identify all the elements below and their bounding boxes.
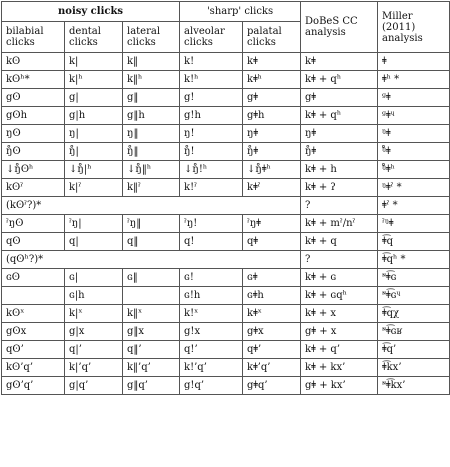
dental-cell: k|ˣ bbox=[65, 305, 123, 323]
miller-cell: ǂ͡q’ bbox=[378, 341, 450, 359]
miller-cell: ǂʰ * bbox=[378, 71, 450, 89]
alveolar-cell: q!’ bbox=[180, 341, 243, 359]
table-row bbox=[2, 305, 450, 323]
clicks-table bbox=[1, 1, 450, 395]
miller-cell: ᶰǂ͡ɢᶣ bbox=[378, 287, 450, 305]
bilabial-cell: gʘx bbox=[2, 323, 65, 341]
dobes-analysis-label: DoBeS CC analysis bbox=[305, 16, 358, 38]
palatal-cell: kǂ’q’ bbox=[243, 359, 301, 377]
palatal-cell: kǂ bbox=[243, 53, 301, 71]
palatal-cell: ↓ŋ̊ǂʰ bbox=[243, 161, 301, 179]
bilabial-cell: ɢʘ bbox=[2, 269, 65, 287]
bilabial-header bbox=[2, 22, 65, 53]
alveolar-cell: ŋ! bbox=[180, 125, 243, 143]
bilabial-cell bbox=[2, 287, 65, 305]
palatal-cell: ˀŋǂ bbox=[243, 215, 301, 233]
bilabial-cell: kʘˣ bbox=[2, 305, 65, 323]
alveolar-cell: g!h bbox=[180, 107, 243, 125]
table-row bbox=[2, 359, 450, 377]
alveolar-cell: k! bbox=[180, 53, 243, 71]
lateral-cell: ŋ‖ bbox=[123, 125, 180, 143]
alveolar-cell: ˀŋ! bbox=[180, 215, 243, 233]
dobes-cell: gǂ + kx’ bbox=[301, 377, 378, 395]
lateral-cell: k‖ˣ bbox=[123, 305, 180, 323]
palatal-label: palatal clicks bbox=[247, 26, 282, 48]
miller-cell: ǂˀ * bbox=[378, 197, 450, 215]
palatal-cell: qǂ’ bbox=[243, 341, 301, 359]
miller-cell: ᶰǂ͡ɢ bbox=[378, 269, 450, 287]
bilabial-cell: ŋ̊ʘ bbox=[2, 143, 65, 161]
lateral-cell: q‖ bbox=[123, 233, 180, 251]
miller-cell: ǂ͡q bbox=[378, 233, 450, 251]
table-row bbox=[2, 71, 450, 89]
dental-cell: g|x bbox=[65, 323, 123, 341]
palatal-cell: ɢǂh bbox=[243, 287, 301, 305]
lateral-cell: k‖ˀ bbox=[123, 179, 180, 197]
table-row bbox=[2, 125, 450, 143]
alveolar-cell: ↓ŋ̊!ʰ bbox=[180, 161, 243, 179]
dental-cell: q| bbox=[65, 233, 123, 251]
dental-cell: k|’q’ bbox=[65, 359, 123, 377]
dental-cell: ŋ̊| bbox=[65, 143, 123, 161]
dental-cell: k|ʰ bbox=[65, 71, 123, 89]
dental-cell: ɢ|h bbox=[65, 287, 123, 305]
dental-cell: g|q’ bbox=[65, 377, 123, 395]
lateral-cell: g‖ bbox=[123, 89, 180, 107]
palatal-cell: kǂˀ bbox=[243, 179, 301, 197]
dobes-cell: ? bbox=[301, 251, 378, 269]
palatal-cell: ŋǂ bbox=[243, 125, 301, 143]
alveolar-cell: ŋ̊! bbox=[180, 143, 243, 161]
bilabial-cell: ŋʘ bbox=[2, 125, 65, 143]
dental-cell: g| bbox=[65, 89, 123, 107]
bilabial-cell: ˀŋʘ bbox=[2, 215, 65, 233]
table-row bbox=[2, 161, 450, 179]
bilabial-cell: gʘ’q’ bbox=[2, 377, 65, 395]
lateral-cell: ŋ̊‖ bbox=[123, 143, 180, 161]
alveolar-cell: k!’q’ bbox=[180, 359, 243, 377]
alveolar-cell: g! bbox=[180, 89, 243, 107]
dobes-cell: kǂ + qʰ bbox=[301, 107, 378, 125]
palatal-header bbox=[243, 22, 301, 53]
alveolar-label: alveolar clicks bbox=[184, 26, 225, 48]
table-row bbox=[2, 269, 450, 287]
dobes-analysis-header bbox=[301, 2, 378, 53]
palatal-cell: kǂʰ bbox=[243, 71, 301, 89]
table-row bbox=[2, 233, 450, 251]
bilabial-label: bilabial clicks bbox=[6, 26, 44, 48]
alveolar-cell: ɢ!h bbox=[180, 287, 243, 305]
bilabial-cell: kʘˀ bbox=[2, 179, 65, 197]
table-row bbox=[2, 179, 450, 197]
table-row bbox=[2, 377, 450, 395]
dobes-cell: kǂ + ɢ bbox=[301, 269, 378, 287]
sharp-clicks-header: 'sharp' clicks bbox=[180, 2, 301, 22]
bilabial-cell: kʘ bbox=[2, 53, 65, 71]
miller-cell: ˀᵑǂ bbox=[378, 215, 450, 233]
dobes-cell: kǂ bbox=[301, 53, 378, 71]
table-row bbox=[2, 53, 450, 71]
alveolar-cell: q! bbox=[180, 233, 243, 251]
miller-cell: ᵑ̊ǂʰ bbox=[378, 161, 450, 179]
dobes-cell: kǂ + ʔ bbox=[301, 179, 378, 197]
dobes-cell: kǂ + ɢqʰ bbox=[301, 287, 378, 305]
lateral-cell: k‖’q’ bbox=[123, 359, 180, 377]
bilabial-cell: (qʘʰ?)* bbox=[2, 251, 301, 269]
bilabial-cell: gʘ bbox=[2, 89, 65, 107]
alveolar-cell: k!ʰ bbox=[180, 71, 243, 89]
miller-cell: ǂ͡qʰ * bbox=[378, 251, 450, 269]
table-row bbox=[2, 143, 450, 161]
miller-cell: ǂ͡qχ bbox=[378, 305, 450, 323]
dental-cell: ɢ| bbox=[65, 269, 123, 287]
dobes-cell: kǂ + x bbox=[301, 305, 378, 323]
lateral-cell: g‖x bbox=[123, 323, 180, 341]
alveolar-cell: k!ˀ bbox=[180, 179, 243, 197]
table-row bbox=[2, 107, 450, 125]
dobes-cell: kǂ + q’ bbox=[301, 341, 378, 359]
lateral-cell: k‖ʰ bbox=[123, 71, 180, 89]
alveolar-cell: ɢ! bbox=[180, 269, 243, 287]
table-row bbox=[2, 287, 450, 305]
dobes-cell: kǂ + mˀ/nˀ bbox=[301, 215, 378, 233]
bilabial-cell: qʘ’ bbox=[2, 341, 65, 359]
dental-cell: k|ˀ bbox=[65, 179, 123, 197]
dental-cell: ˀŋ| bbox=[65, 215, 123, 233]
dental-cell: ↓ŋ̊|ʰ bbox=[65, 161, 123, 179]
bilabial-cell: kʘʰ* bbox=[2, 71, 65, 89]
miller-cell: ᶰǂ͡kx’ bbox=[378, 377, 450, 395]
miller-cell: ᶰǂ͡ɢʁ bbox=[378, 323, 450, 341]
lateral-cell: g‖h bbox=[123, 107, 180, 125]
dental-label: dental clicks bbox=[69, 26, 101, 48]
dental-cell: q|’ bbox=[65, 341, 123, 359]
lateral-cell: ˀŋ‖ bbox=[123, 215, 180, 233]
dobes-cell: gǂ + x bbox=[301, 323, 378, 341]
lateral-cell: k‖ bbox=[123, 53, 180, 71]
dobes-cell: ŋǂ bbox=[301, 125, 378, 143]
lateral-cell: ↓ŋ̊‖ʰ bbox=[123, 161, 180, 179]
dobes-cell: kǂ + h bbox=[301, 161, 378, 179]
alveolar-cell: g!x bbox=[180, 323, 243, 341]
miller-cell: ᶢǂᶣ bbox=[378, 107, 450, 125]
palatal-cell: ɢǂ bbox=[243, 269, 301, 287]
lateral-cell: g‖q’ bbox=[123, 377, 180, 395]
palatal-cell: kǂˣ bbox=[243, 305, 301, 323]
dental-cell: k| bbox=[65, 53, 123, 71]
alveolar-cell: k!ˣ bbox=[180, 305, 243, 323]
table-row bbox=[2, 251, 450, 269]
dobes-cell: ŋ̊ǂ bbox=[301, 143, 378, 161]
lateral-cell bbox=[123, 287, 180, 305]
bilabial-cell: gʘh bbox=[2, 107, 65, 125]
dental-header bbox=[65, 22, 123, 53]
bilabial-cell: kʘ’q’ bbox=[2, 359, 65, 377]
lateral-cell: q‖’ bbox=[123, 341, 180, 359]
palatal-cell: gǂq’ bbox=[243, 377, 301, 395]
table-row bbox=[2, 323, 450, 341]
alveolar-cell: g!q’ bbox=[180, 377, 243, 395]
palatal-cell: gǂ bbox=[243, 89, 301, 107]
dobes-cell: kǂ + kx’ bbox=[301, 359, 378, 377]
table-row bbox=[2, 215, 450, 233]
miller-analysis-header bbox=[378, 2, 450, 53]
table-row bbox=[2, 341, 450, 359]
lateral-cell: ɢ‖ bbox=[123, 269, 180, 287]
dobes-cell: ? bbox=[301, 197, 378, 215]
palatal-cell: qǂ bbox=[243, 233, 301, 251]
miller-cell: ǂ bbox=[378, 53, 450, 71]
table-row bbox=[2, 197, 450, 215]
dental-cell: ŋ| bbox=[65, 125, 123, 143]
dobes-cell: gǂ bbox=[301, 89, 378, 107]
lateral-label: lateral clicks bbox=[127, 26, 161, 48]
miller-analysis-label: Miller (2011) analysis bbox=[382, 10, 423, 44]
noisy-clicks-header: noisy clicks bbox=[2, 2, 180, 22]
lateral-header bbox=[123, 22, 180, 53]
clicks-table-container bbox=[1, 1, 449, 465]
palatal-cell: ŋ̊ǂ bbox=[243, 143, 301, 161]
miller-cell: ǂ͡kx’ bbox=[378, 359, 450, 377]
miller-cell: ᵑǂ bbox=[378, 125, 450, 143]
dobes-cell: kǂ + q bbox=[301, 233, 378, 251]
bilabial-cell: qʘ bbox=[2, 233, 65, 251]
alveolar-header bbox=[180, 22, 243, 53]
bilabial-cell: (kʘˀ?)* bbox=[2, 197, 301, 215]
palatal-cell: gǂx bbox=[243, 323, 301, 341]
dental-cell: g|h bbox=[65, 107, 123, 125]
miller-cell: ᶢǂ bbox=[378, 89, 450, 107]
bilabial-cell: ↓ŋ̊ʘʰ bbox=[2, 161, 65, 179]
dobes-cell: kǂ + qʰ bbox=[301, 71, 378, 89]
palatal-cell: gǂh bbox=[243, 107, 301, 125]
table-row bbox=[2, 89, 450, 107]
miller-cell: ᵑ̊ǂ bbox=[378, 143, 450, 161]
miller-cell: ᵑǂˀ * bbox=[378, 179, 450, 197]
